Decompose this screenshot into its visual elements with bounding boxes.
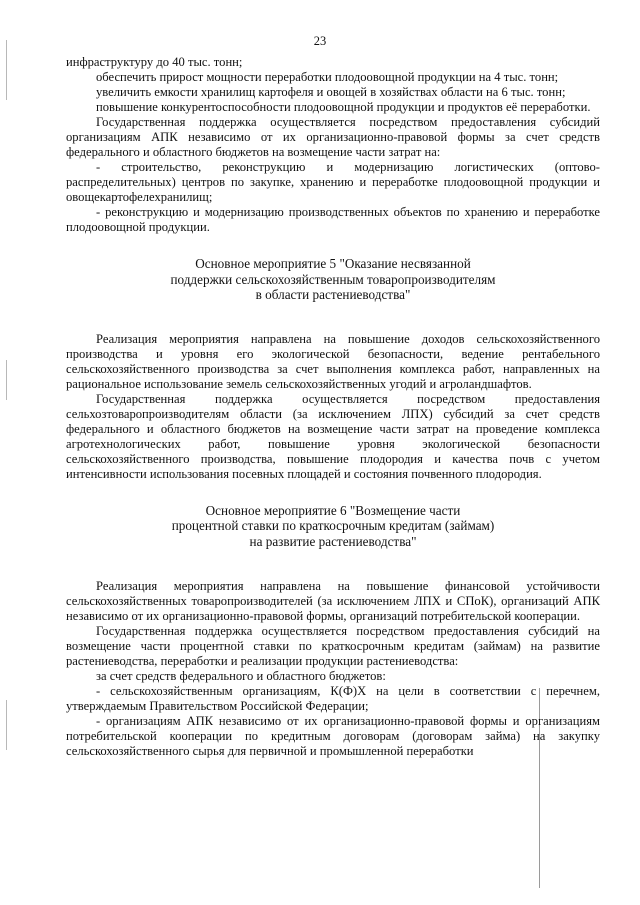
paragraph: повышение конкурентоспособности плодоовощной продукции и продуктов её переработки. bbox=[96, 100, 591, 114]
paragraph: Реализация мероприятия направлена на повышение финансовой устойчивости сельскохозяйственных товаропроизводителей (за исключением ЛПХ и СПоК), организаций АПК независимо от их организационно-правовой формы, организаций потребительской кооперации. bbox=[66, 578, 600, 623]
paragraph: - реконструкцию и модернизацию производственных объектов по хранению и переработке плодоовощной продукции. bbox=[66, 205, 600, 234]
document-body bbox=[66, 55, 600, 759]
paragraph: за счет средств федерального и областного бюджетов: bbox=[96, 668, 386, 683]
paragraph: - организациям АПК независимо от их организационно-правовой формы и организациям потребительской кооперации по кредитным договорам (договорам займа) на закупку сельскохозяйственного сырья для первичной и промышленной переработки bbox=[66, 713, 600, 758]
scan-edge-mark bbox=[6, 700, 7, 750]
paragraph: Государственная поддержка осуществляется посредством предоставления субсидий организациям АПК независимо от их организационно-правовой формы за счет средств федерального и областного бюджетов на возмещение части затрат на: bbox=[66, 115, 600, 159]
paragraph: Реализация мероприятия направлена на повышение доходов сельскохозяйственного производства и уровня его экологической безопасности, ведение рентабельного сельскохозяйственного производства за счет выполнения комплекса работ, направленных на рациональное использование земель сельскохозяйственных угодий и агроландшафтов. bbox=[66, 331, 600, 391]
scan-edge-mark bbox=[6, 40, 7, 100]
heading-line: Основное мероприятие 5 "Оказание несвязанной bbox=[195, 256, 471, 271]
paragraph: - строительство, реконструкцию и модернизацию логистических (оптово-распределительных) центров по закупке, хранению и переработке плодоовощной продукции и овощекартофелехранилищ; bbox=[66, 160, 600, 204]
heading-line: в области растениеводства" bbox=[255, 287, 411, 303]
section-heading-5 bbox=[66, 256, 600, 303]
paragraph: инфраструктуру до 40 тыс. тонн; bbox=[66, 55, 243, 69]
heading-line: поддержки сельскохозяйственным товаропроизводителям bbox=[170, 271, 496, 287]
paragraph: обеспечить прирост мощности переработки плодоовощной продукции на 4 тыс. тонн; bbox=[96, 70, 559, 84]
paragraph: - сельскохозяйственным организациям, К(Ф)Х на цели в соответствии с перечнем, утверждаемым Правительством Российской Федерации; bbox=[66, 683, 600, 713]
page-number: 23 bbox=[313, 34, 327, 48]
paragraph: Государственная поддержка осуществляется посредством предоставления субсидий на возмещение части процентной ставки по краткосрочным кредитам (займам) на развитие растениеводства, переработки и реализации продукции растениеводства: bbox=[66, 623, 600, 668]
scan-edge-mark bbox=[6, 360, 7, 400]
heading-line: Основное мероприятие 6 "Возмещение части bbox=[205, 502, 461, 518]
paragraph: увеличить емкости хранилищ картофеля и овощей в хозяйствах области на 6 тыс. тонн; bbox=[96, 85, 566, 99]
heading-line: на развитие растениеводства" bbox=[249, 533, 417, 549]
section-heading-6 bbox=[66, 503, 600, 550]
paragraph: Государственная поддержка осуществляется посредством предоставления сельхозтоваропроизводителям области (за исключением ЛПХ) субсидий за счет средств федерального и областного бюджетов на возмещение части затрат на проведение комплекса агротехнологических работ, повышение уровня экологической безопасности сельскохозяйственного производства, повышение плодородия и качества почв с учетом интенсивности использования посевных площадей и состояния почвенного плодородия. bbox=[66, 391, 600, 481]
heading-line: процентной ставки по краткосрочным кредитам (займам) bbox=[171, 518, 495, 534]
